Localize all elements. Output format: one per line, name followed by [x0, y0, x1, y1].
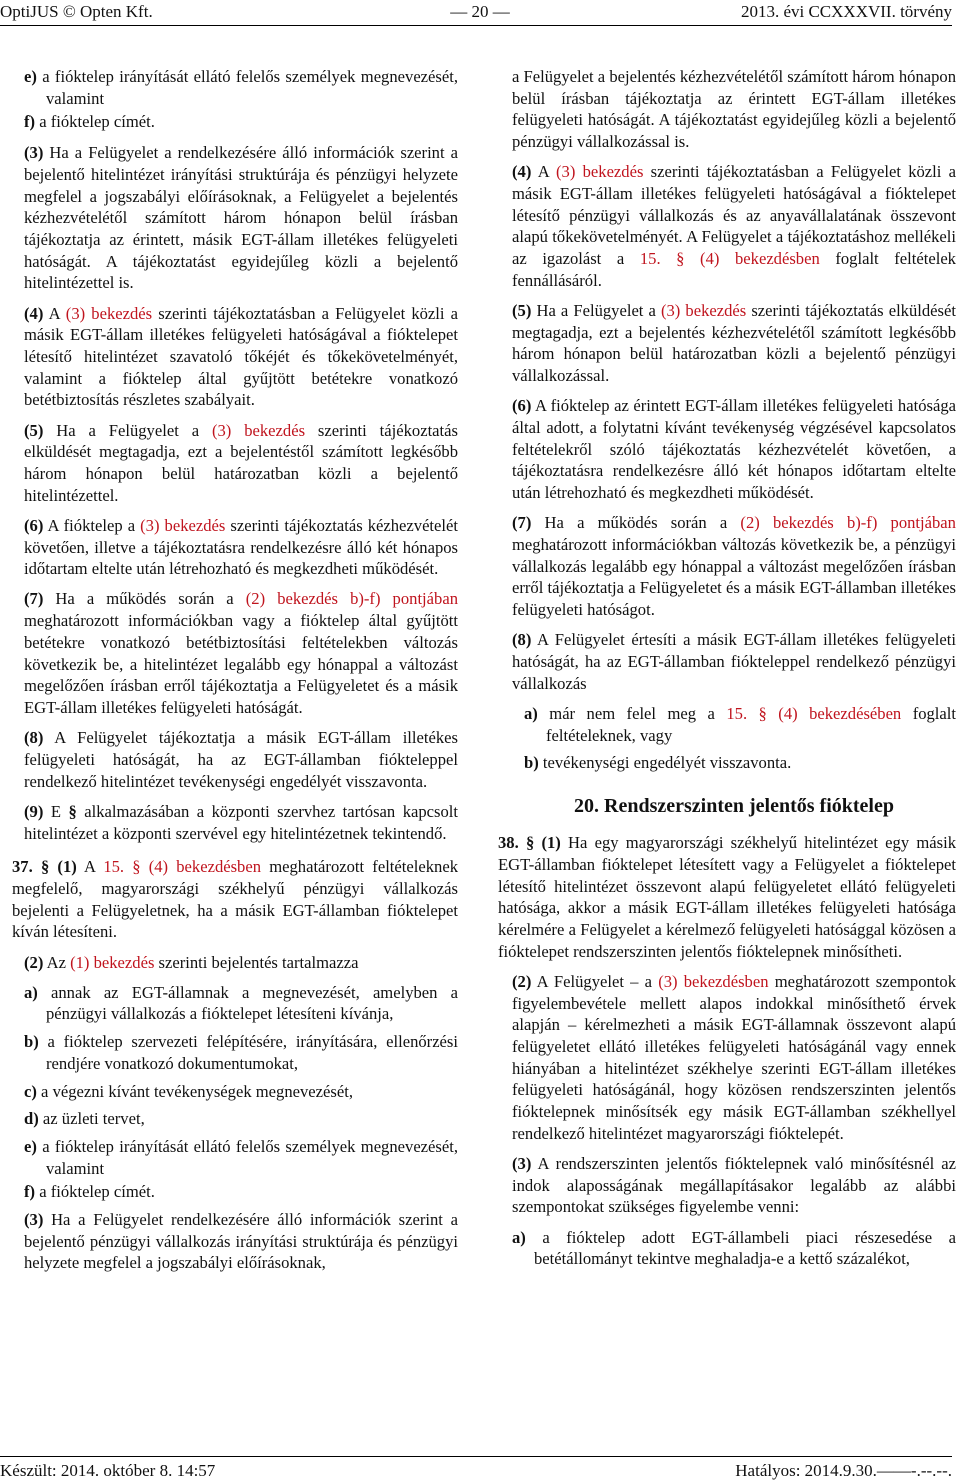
list-item: e) a fióktelep irányítását ellátó felelős személyek megnevezését, valamint — [24, 1136, 458, 1178]
paragraph-8: (8) A Felügyelet értesíti a másik EGT-állam illetékes felügyeleti hatóságát, ha az EGT-államban fiókteleppel rendelkező pénzügyi vállalkozás — [512, 630, 956, 693]
section-heading: 20. Rendszerszinten jelentős fióktelep — [574, 795, 894, 818]
section-37-list — [24, 982, 458, 1203]
list-item: f) a fióktelep címét. — [24, 1182, 155, 1202]
page-footer — [0, 1456, 960, 1480]
cross-reference-link[interactable]: (2) bekezdés b)-f) pontjában — [740, 513, 956, 533]
cross-reference-link[interactable]: (3) bekezdés — [65, 303, 153, 323]
cross-reference-link[interactable]: (3) bekezdés — [140, 515, 226, 535]
paragraph-9: (9) E § alkalmazásában a központi szervhez tartósan kapcsolt hitelintézet a központi szervével egy hitelintézetnek tekintendő. — [24, 801, 458, 843]
continued-paragraph: a Felügyelet a bejelentés kézhezvételétől számított három hónapon belül írásban tájékoztatja az érintett EGT-állam illetékes felügyeleti hatóságát. A tájékoztatást egyidejűleg közli a bejelentő pénzügyi vállalkozással is. — [512, 67, 956, 152]
right-column — [498, 66, 957, 1276]
paragraph-3: (3) Ha a Felügyelet a rendelkezésére álló információk szerint a bejelentő hitelintézet irányítási struktúrája és pénzügyi helyzete megfelel a jogszabályi előírásoknak, a Felügyelet a bejelentés kézhezvételétől számított három hónapon belül írásban tájékoztatja az érintett, másik EGT-állam illetékes felügyeleti hatóságát. A tájékoztatást egyidejűleg közli a bejelentő hitelintézettel is. — [24, 143, 458, 293]
list-item: f) a fióktelep címét. — [24, 112, 155, 132]
paragraph-7: (7) Ha a működés során a (2) bekezdés b)-f) pontjában meghatározott információkban változás következik be, a pénzügyi vállalkozás legalább egy hónappal a változást megelőzően írásban erről tájékoztatja a Felügyeletet és a másik EGT-államban illetékes felügyeleti hatóságot. — [512, 513, 956, 620]
cross-reference-link[interactable]: (3) bekezdésben — [658, 971, 769, 991]
list-item: a) annak az EGT-államnak a megnevezését, amelyben a pénzügyi vállalkozás a fióktelepet létesíteni kívánja, — [24, 982, 458, 1024]
list-item: a) már nem felel meg a 15. § (4) bekezdésében foglalt feltételeknek, vagy — [524, 703, 957, 745]
cross-reference-link[interactable]: (3) bekezdés — [556, 162, 644, 182]
list-item: b) tevékenységi engedélyét visszavonta. — [524, 753, 792, 773]
cross-reference-link[interactable]: (2) bekezdés b)-f) pontjában — [245, 589, 458, 609]
section-37-paragraph-3: (3) Ha a Felügyelet rendelkezésére álló információk szerint a bejelentő pénzügyi vállalkozás irányítási struktúrája és pénzügyi helyzete megfelel a jogszabályi előírásoknak, — [24, 1210, 458, 1273]
header-publisher: OptiJUS © Opten Kft. — [0, 2, 153, 21]
left-column — [12, 66, 458, 1283]
section-38-paragraph-3: (3) A rendszerszinten jelentős fióktelepnek való minősítésnél az indok alaposságának megállapításakor legalább az alábbi szempontokat szükséges figyelembe venni: — [512, 1153, 956, 1217]
list-item: a) a fióktelep adott EGT-állambeli piaci részesedése a betétállományt tekintve meghaladja-e a kettő százalékot, — [512, 1227, 956, 1269]
footer-created: Készült: 2014. október 8. 14:57 — [0, 1461, 216, 1480]
section-37-paragraph-2: (2) Az (1) bekezdés szerinti bejelentés tartalmazza — [24, 952, 359, 972]
paragraph-6: (6) A fióktelep az érintett EGT-állam illetékes felügyeleti hatósága által adott, a folytatni kívánt tevékenység végzésével kapcsolatos feltételekről szóló tájékoztatás kézhezvételét követően, a tájékoztatásra rendelkezésre álló két hónapos időtartam eltelte után létrehozható és megkezdheti működését. — [512, 396, 956, 503]
cross-reference-link[interactable]: (3) bekezdés — [660, 301, 747, 321]
footer-rule — [0, 1456, 952, 1457]
list-item: d) az üzleti tervet, — [24, 1109, 145, 1129]
list-item: b) a fióktelep szervezeti felépítésére, irányítására, ellenőrzési rendjére vonatkozó dokumentumokat, — [24, 1032, 458, 1073]
cross-reference-link[interactable]: 15. § (4) bekezdésében — [726, 703, 902, 723]
paragraph-8-list — [512, 703, 956, 774]
page-header — [0, 0, 960, 30]
section-37-paragraph-1: 37. § (1) A 15. § (4) bekezdésben meghatározott feltételeknek megfelelő, magyarországi székhelyű pénzügyi vállalkozás bejelenti a Felügyeletnek, ha a másik EGT-államban fióktelepet kíván létesíteni. — [12, 857, 458, 942]
list-item: e) a fióktelep irányítását ellátó felelős személyek megnevezését, valamint — [24, 67, 458, 108]
cross-reference-link[interactable]: 15. § (4) bekezdésben — [103, 857, 262, 877]
paragraph-7: (7) Ha a működés során a (2) bekezdés b)-f) pontjában meghatározott információkban vagy a fióktelep által gyűjtött betétekre vonatkozó betétbiztosítási feltételekben változás következik be, a hitelintézet legalább egy hónappal a változást megelőzően írásban erről tájékoztatja a Felügyeletet és a másik EGT-állam illetékes felügyeleti hatóságát. — [24, 589, 458, 717]
cross-reference-link[interactable]: 15. § (4) bekezdésben — [639, 249, 820, 269]
section-38-paragraph-2: (2) A Felügyelet – a (3) bekezdésben meghatározott szempontok figyelembevétele mellett alapos indokkal minősíthető érvek alapján – kérelmezheti a másik EGT-államnak összevont alapú felügyeletet ellátó illetékes felügyeleti hatóságánál vagy ennek hiányában a hitelintézet székhelye szerinti EGT-állam illetékes felügyeleti hatóságánál, hogy közösen rendszerszinten jelentős fióktelepnek minősítsék egy másik EGT-államban székhellyel rendelkező hitelintézet magyarországi fióktelepét. — [512, 971, 956, 1143]
footer-effective: Hatályos: 2014.9.30.——-.--.--. — [735, 1461, 952, 1480]
header-page-number: — 20 — — [450, 2, 510, 21]
section-38-paragraph-1: 38. § (1) Ha egy magyarországi székhelyű hitelintézet egy másik EGT-államban fióktelepet létesített vagy a Felügyelet a fióktelepet létesítő hitelintézet összevont alapú felügyeletet ellátó felügyeleti hatósága, akkor a másik EGT-állam illetékes felügyeleti hatósága kérelmére a Felügyelet a kérelmező felügyeleti hatósággal közösen a fióktelepet rendszerszinten jelentős fióktelepnek minősítheti. — [498, 833, 956, 961]
paragraph-5: (5) Ha a Felügyelet a (3) bekezdés szerinti tájékoztatás elküldését megtagadja, ezt a bejelentés kézhezvételétől számított legkésőbb három hónapon belül határozatban közli a bejelentő pénzügyi vállalkozással. — [512, 301, 956, 386]
header-rule — [0, 25, 952, 26]
section-38-list — [512, 1227, 956, 1270]
list-item: c) a végezni kívánt tevékenységek megnevezését, — [24, 1081, 353, 1101]
paragraph-5: (5) Ha a Felügyelet a (3) bekezdés szerinti tájékoztatás elküldését megtagadja, ezt a bejelentéstől számított legkésőbb három hónapon belül határozatban közli a bejelentő hitelintézettel. — [24, 420, 458, 505]
cross-reference-link[interactable]: (1) bekezdés — [70, 952, 155, 972]
paragraph-6: (6) A fióktelep a (3) bekezdés szerinti tájékoztatás kézhezvételét követően, illetve a tájékoztatásra rendelkezésre álló két hónapos időtartam eltelte után létrehozható és megkezdheti működését. — [24, 515, 458, 579]
paragraph-4: (4) A (3) bekezdés szerinti tájékoztatásban a Felügyelet közli a másik EGT-állam illetékes felügyeleti hatóságával a fióktelepet létesítő hitelintézet szavatoló tőkéjét és tőkekövetelményét, valamint a fióktelep által gyűjtött betétekre vonatkozó betétbiztosítás részletes szabályait. — [24, 303, 458, 410]
paragraph-8: (8) A Felügyelet tájékoztatja a másik EGT-állam illetékes felügyeleti hatóságát, ha az EGT-államban fiókteleppel rendelkező hitelintézet tevékenységi engedélyét visszavonta. — [24, 728, 458, 791]
header-law-title: 2013. évi CCXXXVII. törvény — [740, 2, 952, 21]
paragraph-4: (4) A (3) bekezdés szerinti tájékoztatásban a Felügyelet közli a másik EGT-állam illetékes felügyeleti hatóságával a fióktelepet létesítő pénzügyi vállalkozás és az anyavállalatának összevont alapú tőkekövetelményét. A Felügyelet a tájékoztatáshoz mellékeli az igazolást a 15. § (4) bekezdésben foglalt feltételek fennállásáról. — [512, 162, 957, 290]
cross-reference-link[interactable]: (3) bekezdés — [211, 420, 306, 440]
